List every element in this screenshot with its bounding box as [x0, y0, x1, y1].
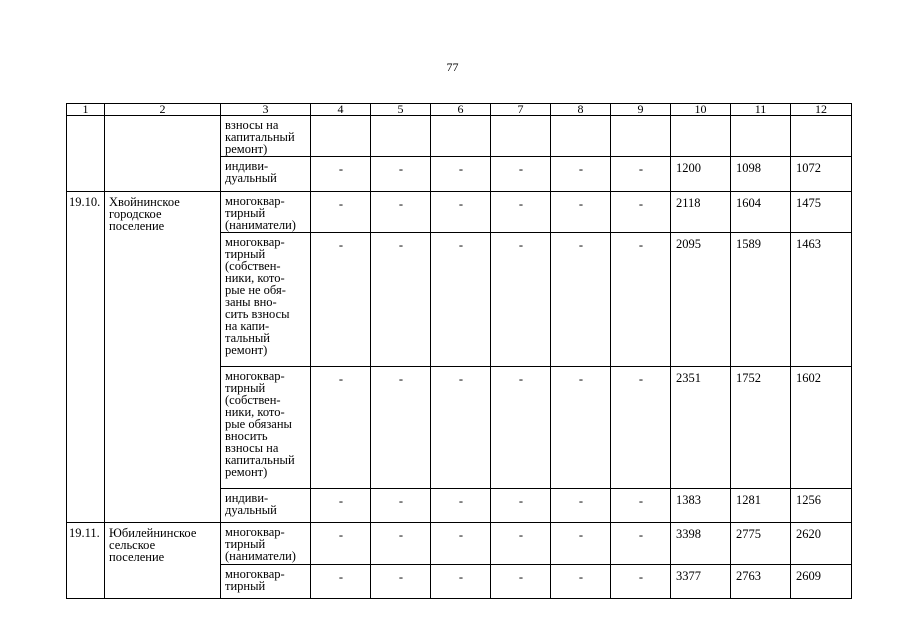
value-cell: 1604 [731, 192, 791, 233]
column-number: 7 [491, 104, 551, 116]
value-cell: - [611, 489, 671, 523]
value-cell: 2609 [791, 565, 852, 599]
value-cell: - [611, 565, 671, 599]
housing-type-line: дуальный [225, 171, 277, 185]
value-cell: - [311, 192, 371, 233]
housing-type-cell [221, 233, 311, 367]
value-cell: - [431, 523, 491, 565]
housing-type-line: дуальный [225, 503, 277, 517]
column-number: 6 [431, 104, 491, 116]
column-number: 9 [611, 104, 671, 116]
value-cell: - [551, 192, 611, 233]
housing-type-cell [221, 523, 311, 565]
column-number: 1 [67, 104, 105, 116]
value-cell: - [611, 192, 671, 233]
housing-type-line: взносы на [225, 441, 279, 455]
value-cell [791, 116, 852, 157]
value-cell [671, 116, 731, 157]
value-cell: 2620 [791, 523, 852, 565]
value-cell: - [371, 233, 431, 367]
value-cell: - [311, 233, 371, 367]
settlement-name-line: поселение [109, 550, 165, 564]
value-cell: - [551, 157, 611, 192]
value-cell: - [551, 565, 611, 599]
housing-type-line: (собствен- [225, 259, 281, 273]
row-number-cell: 19.10. [67, 192, 105, 523]
housing-type-cell [221, 116, 311, 157]
value-cell: 1098 [731, 157, 791, 192]
housing-type-cell [221, 192, 311, 233]
value-cell: - [611, 233, 671, 367]
value-cell: 2763 [731, 565, 791, 599]
row-number-cell [67, 116, 105, 192]
settlement-name-line: городское [109, 207, 162, 221]
value-cell: - [311, 367, 371, 489]
value-cell: - [491, 233, 551, 367]
housing-type-cell [221, 565, 311, 599]
column-number: 12 [791, 104, 852, 116]
table-row [67, 116, 852, 157]
housing-type-line: ники, кото- [225, 405, 285, 419]
value-cell [731, 116, 791, 157]
value-cell: - [371, 367, 431, 489]
value-cell: - [491, 523, 551, 565]
housing-type-line: сить взносы [225, 307, 290, 321]
page-number: 77 [446, 60, 459, 74]
column-number: 11 [731, 104, 791, 116]
value-cell: 2351 [671, 367, 731, 489]
value-cell: - [371, 565, 431, 599]
value-cell: 1072 [791, 157, 852, 192]
value-cell: 1383 [671, 489, 731, 523]
value-cell: 2775 [731, 523, 791, 565]
value-cell: - [431, 192, 491, 233]
value-cell [551, 116, 611, 157]
value-cell: - [431, 367, 491, 489]
settlement-name-line: Хвойнинское [109, 195, 180, 209]
housing-type-line: ремонт) [225, 465, 268, 479]
tariff-table [66, 103, 852, 599]
housing-type-line: капитальный [225, 130, 295, 144]
housing-type-line: ники, кото- [225, 271, 285, 285]
value-cell: - [611, 523, 671, 565]
value-cell: - [611, 157, 671, 192]
housing-type-line: заны вно- [225, 295, 277, 309]
table-row [67, 523, 852, 565]
column-number: 10 [671, 104, 731, 116]
housing-type-line: многоквар- [225, 235, 285, 249]
value-cell: 3377 [671, 565, 731, 599]
settlement-name-line: сельское [109, 538, 156, 552]
value-cell: 1589 [731, 233, 791, 367]
housing-type-line: многоквар- [225, 567, 285, 581]
table-row [67, 192, 852, 233]
value-cell: - [491, 489, 551, 523]
value-cell: - [371, 192, 431, 233]
settlement-name-cell [105, 523, 221, 599]
value-cell: 2095 [671, 233, 731, 367]
settlement-name-line: поселение [109, 219, 165, 233]
value-cell: - [371, 157, 431, 192]
housing-type-line: взносы на [225, 118, 279, 132]
column-number: 3 [221, 104, 311, 116]
housing-type-line: многоквар- [225, 525, 285, 539]
value-cell: - [551, 367, 611, 489]
value-cell: - [431, 157, 491, 192]
value-cell: - [491, 192, 551, 233]
value-cell: - [491, 157, 551, 192]
value-cell: - [311, 157, 371, 192]
value-cell: 1602 [791, 367, 852, 489]
housing-type-line: тирный [225, 381, 266, 395]
value-cell: - [371, 489, 431, 523]
housing-type-line: ремонт) [225, 343, 268, 357]
value-cell: 1281 [731, 489, 791, 523]
value-cell: - [431, 565, 491, 599]
row-number-cell: 19.11. [67, 523, 105, 599]
value-cell: - [551, 523, 611, 565]
value-cell: - [431, 489, 491, 523]
housing-type-line: капитальный [225, 453, 295, 467]
housing-type-line: (собствен- [225, 393, 281, 407]
column-number: 5 [371, 104, 431, 116]
value-cell: - [491, 367, 551, 489]
housing-type-line: тирный [225, 247, 266, 261]
settlement-name-cell [105, 116, 221, 192]
housing-type-line: рые обязаны [225, 417, 292, 431]
column-number: 2 [105, 104, 221, 116]
housing-type-line: на капи- [225, 319, 270, 333]
settlement-name-line: Юбилейнинское [109, 526, 197, 540]
housing-type-cell [221, 157, 311, 192]
housing-type-line: рые не обя- [225, 283, 286, 297]
housing-type-line: (наниматели) [225, 218, 296, 232]
column-number: 4 [311, 104, 371, 116]
housing-type-line: тирный [225, 579, 266, 593]
housing-type-cell [221, 489, 311, 523]
value-cell: 1200 [671, 157, 731, 192]
column-number-row [67, 104, 852, 116]
housing-type-line: тирный [225, 537, 266, 551]
value-cell: 1752 [731, 367, 791, 489]
housing-type-cell [221, 367, 311, 489]
housing-type-line: ремонт) [225, 142, 268, 156]
value-cell: - [551, 233, 611, 367]
value-cell: - [551, 489, 611, 523]
value-cell: - [431, 233, 491, 367]
value-cell [431, 116, 491, 157]
value-cell: - [311, 523, 371, 565]
value-cell: - [311, 565, 371, 599]
settlement-name-cell [105, 192, 221, 523]
housing-type-line: тирный [225, 206, 266, 220]
value-cell: - [371, 523, 431, 565]
value-cell: 3398 [671, 523, 731, 565]
value-cell: 1256 [791, 489, 852, 523]
housing-type-line: индиви- [225, 159, 269, 173]
housing-type-line: тальный [225, 331, 270, 345]
value-cell: - [311, 489, 371, 523]
value-cell [371, 116, 431, 157]
housing-type-line: индиви- [225, 491, 269, 505]
housing-type-line: многоквар- [225, 194, 285, 208]
housing-type-line: вносить [225, 429, 268, 443]
column-number: 8 [551, 104, 611, 116]
value-cell: 1463 [791, 233, 852, 367]
value-cell: 1475 [791, 192, 852, 233]
value-cell: - [611, 367, 671, 489]
value-cell: 2118 [671, 192, 731, 233]
value-cell: - [491, 565, 551, 599]
value-cell [311, 116, 371, 157]
value-cell [491, 116, 551, 157]
value-cell [611, 116, 671, 157]
housing-type-line: многоквар- [225, 369, 285, 383]
housing-type-line: (наниматели) [225, 549, 296, 563]
